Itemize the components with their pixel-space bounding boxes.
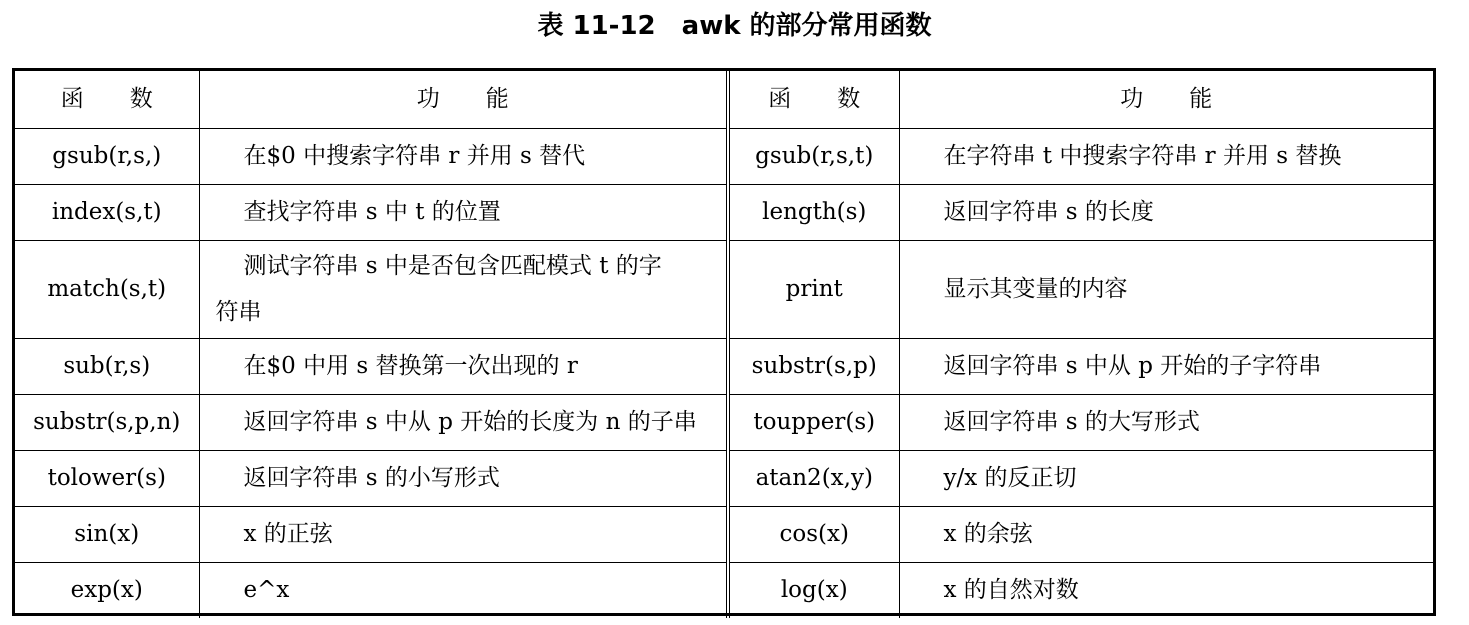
function-name: log(x) (728, 562, 899, 618)
function-description (899, 562, 1433, 618)
description-text: y/x 的反正切 (943, 465, 1077, 491)
description-text: e^x (243, 577, 290, 604)
function-description (899, 394, 1433, 450)
header-function-right: 函 数 (728, 71, 899, 128)
description-text: 查找字符串 s 中 t 的位置 (243, 199, 501, 225)
function-description (899, 450, 1433, 506)
description-line-1: 测试字符串 s 中是否包含匹配模式 t 的字 (243, 253, 662, 279)
description-text: 返回字符串 s 中从 p 开始的长度为 n 的子串 (243, 409, 697, 435)
function-name: length(s) (728, 184, 899, 240)
function-name: sin(x) (15, 506, 199, 562)
function-description (899, 128, 1433, 184)
function-name: substr(s,p) (728, 338, 899, 394)
table-row (15, 562, 1433, 618)
function-name: gsub(r,s,t) (728, 128, 899, 184)
table-header-row (15, 71, 1433, 128)
description-text: x 的正弦 (243, 521, 333, 547)
table-row (15, 506, 1433, 562)
description-text: x 的余弦 (943, 521, 1033, 547)
description-text: 返回字符串 s 的长度 (943, 199, 1154, 225)
function-name: tolower(s) (15, 450, 199, 506)
function-description (199, 338, 728, 394)
functions-table (15, 71, 1433, 618)
function-description (199, 184, 728, 240)
description-text: 在字符串 t 中搜索字符串 r 并用 s 替换 (943, 143, 1342, 169)
function-description (199, 562, 728, 618)
description-text: 显示其变量的内容 (943, 276, 1128, 302)
description-text: 在$0 中搜索字符串 r 并用 s 替代 (243, 143, 586, 169)
awk-functions-table (12, 68, 1436, 616)
function-name: substr(s,p,n) (15, 394, 199, 450)
header-description-right: 功 能 (899, 71, 1433, 128)
table-row (15, 184, 1433, 240)
function-description (199, 240, 728, 338)
table-caption: 表 11-12 awk 的部分常用函数 (537, 11, 932, 41)
description-text: 返回字符串 s 的小写形式 (243, 465, 500, 491)
description-text: x 的自然对数 (943, 577, 1079, 604)
function-name: exp(x) (15, 562, 199, 618)
header-function-left: 函 数 (15, 71, 199, 128)
function-name: print (728, 240, 899, 338)
function-name: cos(x) (728, 506, 899, 562)
function-description (899, 338, 1433, 394)
function-description (899, 184, 1433, 240)
function-description (199, 394, 728, 450)
description-line-2: 符串 (215, 299, 262, 325)
function-description (199, 128, 728, 184)
function-name: toupper(s) (728, 394, 899, 450)
description-text: 返回字符串 s 中从 p 开始的子字符串 (943, 353, 1322, 379)
function-description (199, 450, 728, 506)
function-name: atan2(x,y) (728, 450, 899, 506)
description-text: 在$0 中用 s 替换第一次出现的 r (243, 353, 578, 379)
function-name: index(s,t) (15, 184, 199, 240)
table-row (15, 450, 1433, 506)
description-text: 返回字符串 s 的大写形式 (943, 409, 1200, 435)
table-row (15, 240, 1433, 338)
function-name: match(s,t) (15, 240, 199, 338)
function-name: sub(r,s) (15, 338, 199, 394)
header-description-left: 功 能 (199, 71, 728, 128)
function-description (899, 240, 1433, 338)
function-description (199, 506, 728, 562)
table-row (15, 394, 1433, 450)
table-row (15, 128, 1433, 184)
function-description (899, 506, 1433, 562)
function-name: gsub(r,s,) (15, 128, 199, 184)
table-row (15, 338, 1433, 394)
